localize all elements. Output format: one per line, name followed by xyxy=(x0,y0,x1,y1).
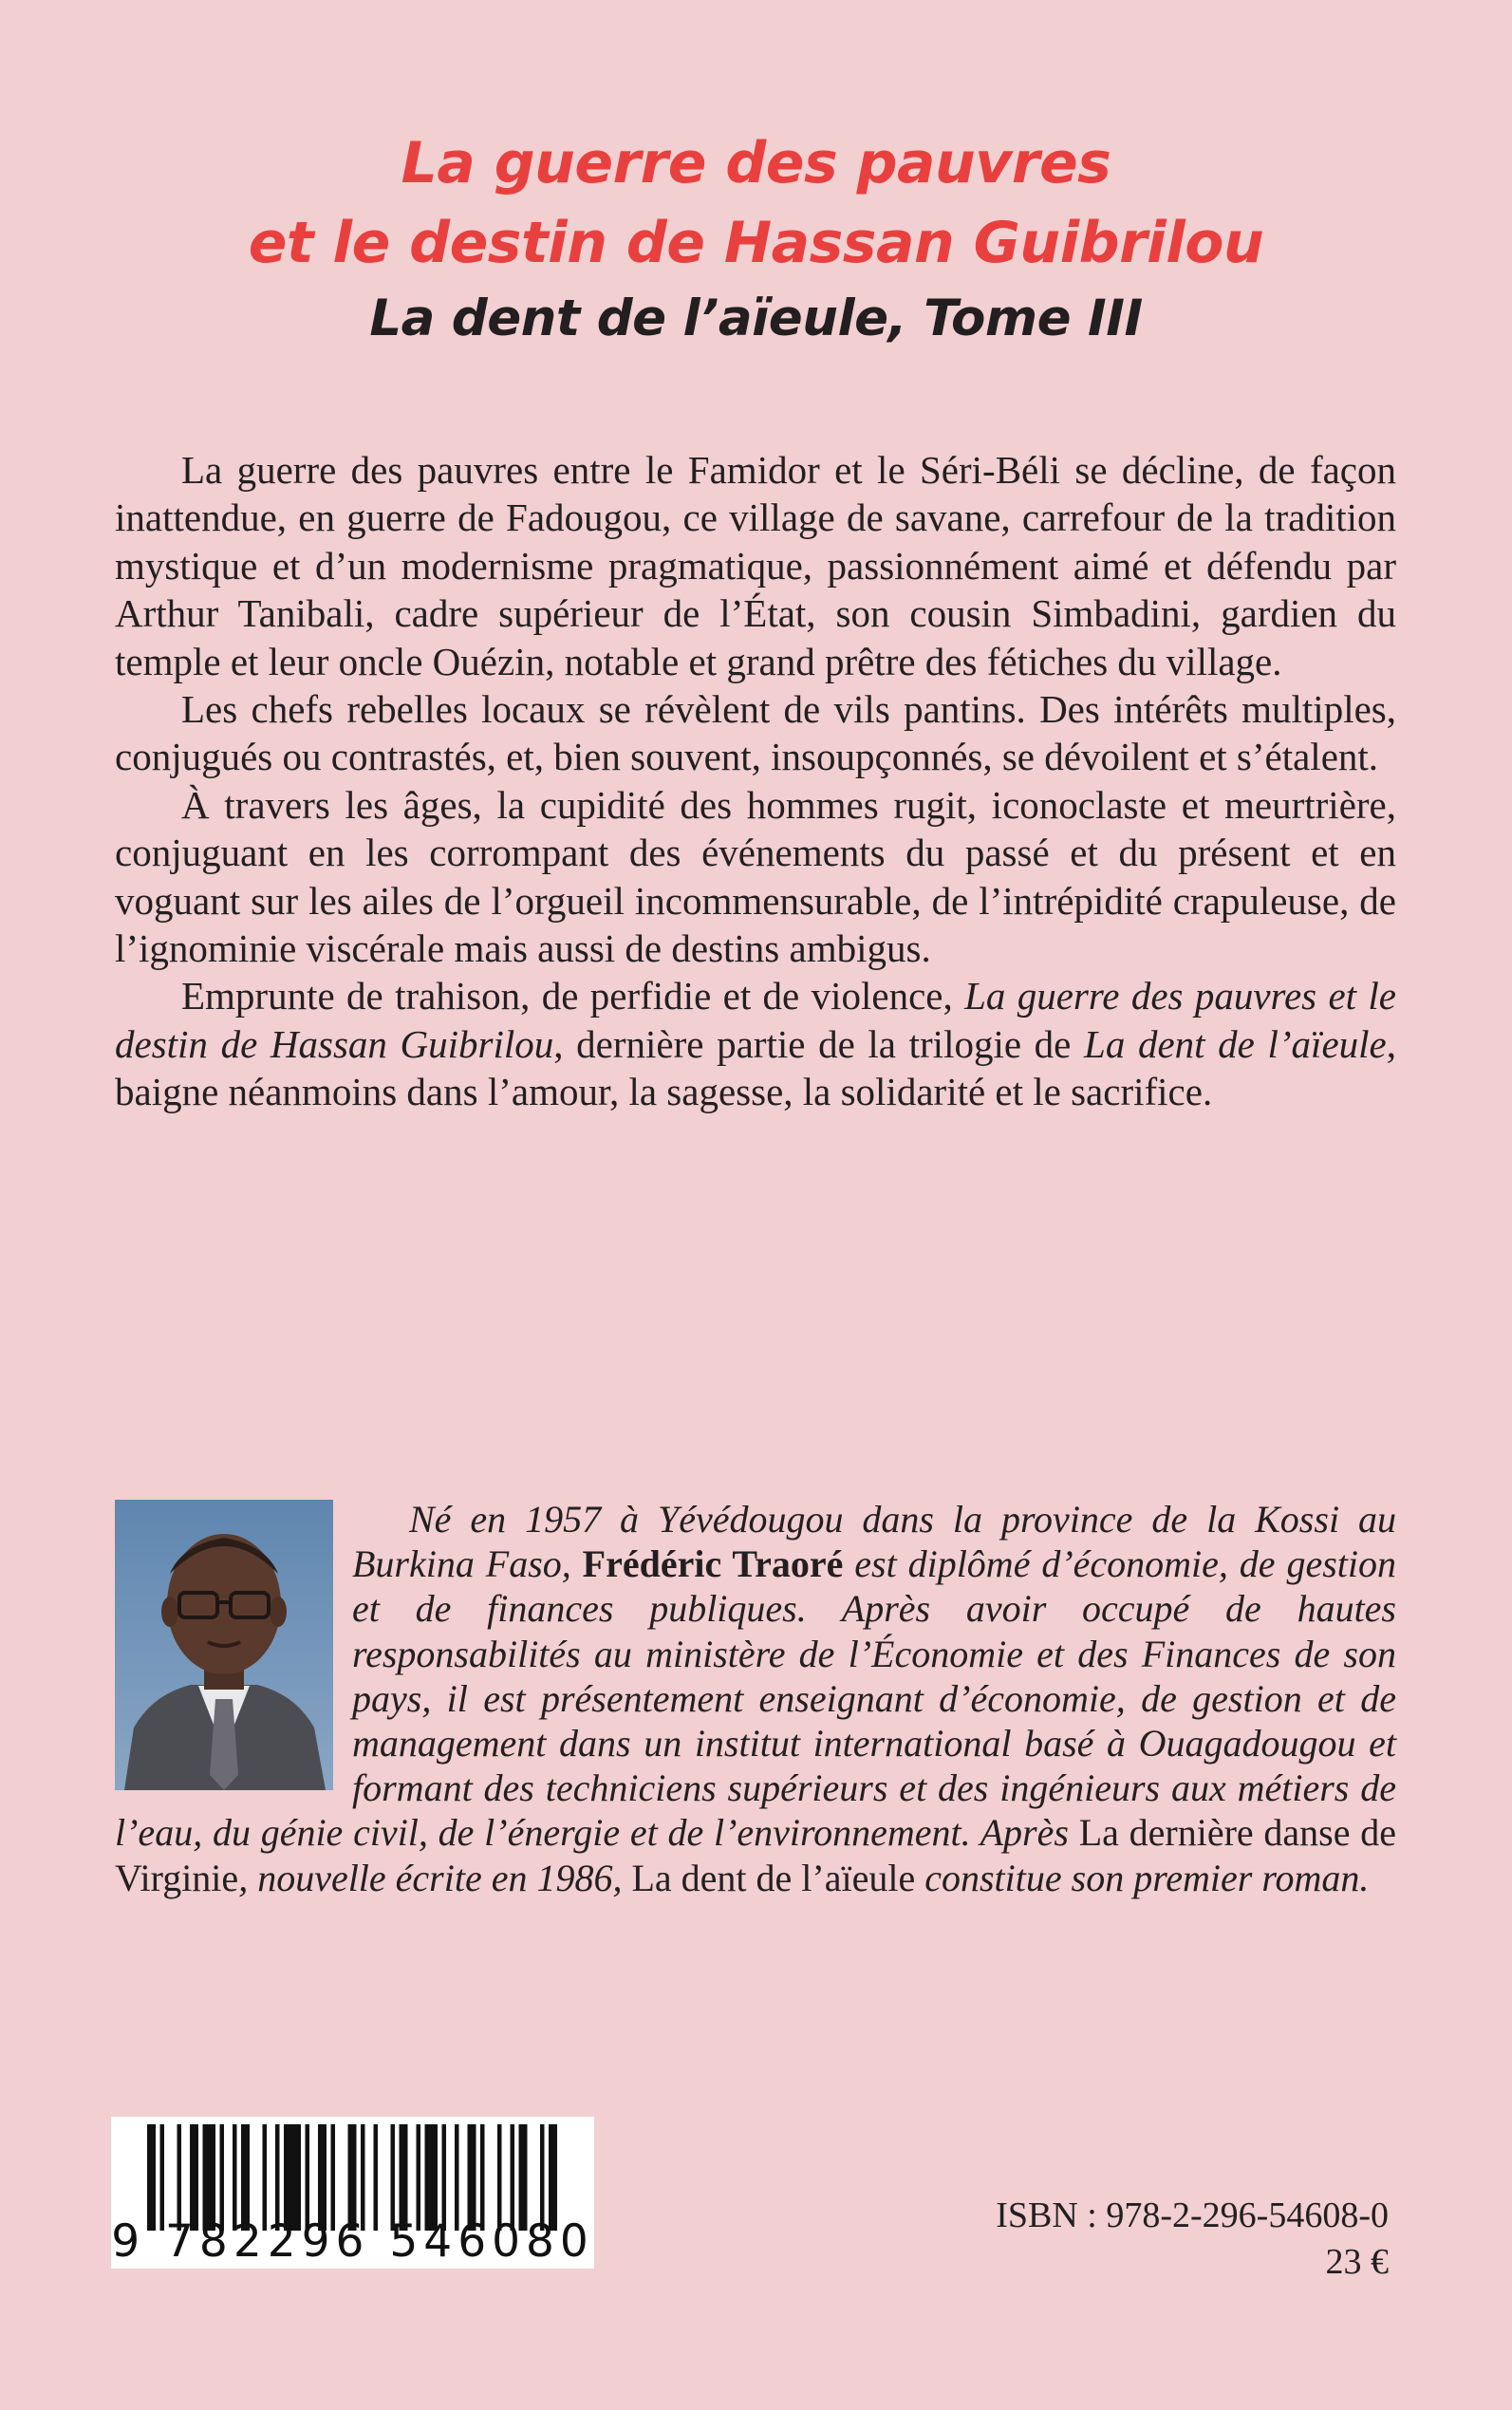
blurb-paragraph-4 xyxy=(115,972,1396,1115)
bio-text: , nouvelle écrite en 1986, xyxy=(238,1856,632,1899)
book-title-line-1: La guerre des pauvres xyxy=(401,130,1111,196)
blurb-paragraph-1: La guerre des pauvres entre le Famidor et le Séri-Béli se décline, de façon inattendue, en guerre de Fadougou, ce village de savane, carrefour de la tradition mystique et d’un modernisme pragmatique, passionnément aimé et défendu par Arthur Tanibali, cadre supérieur de l’État, son cousin Simbadini, gardien du temple et leur oncle Ouézin, notable et grand prêtre des fétiches du village. xyxy=(115,448,1396,683)
bio-text: est diplômé d’économie, de gestion et de finances publiques. Après avoir occupé de hautes responsabilités au ministère de l’Économie et des Finances de son pays, il est présentement enseignant d’économie, de gestion et de management dans un institut international basé à Ouagadougou et formant des techniciens supérieurs et des ingénieurs aux métiers de l’eau, du génie civil, de l’énergie et de l’environnement. Après xyxy=(115,1542,1396,1855)
book-title-line-2: et le destin de Hassan Guibrilou xyxy=(248,210,1264,276)
blurb-paragraph-3: À travers les âges, la cupidité des hommes rugit, iconoclaste et meurtrière, conjuguant en les corrompant des événements du passé et du présent et en voguant sur les ailes de l’orgueil incommensurable, de l’intrépidité crapuleuse, de l’ignominie viscérale mais aussi de destins ambigus. xyxy=(115,782,1396,971)
blurb-text: , dernière partie de la trilogie de xyxy=(553,1021,1085,1066)
book-title-reference: La dent de l’aïeule xyxy=(631,1856,916,1899)
author-biography xyxy=(115,1497,1396,1900)
book-title-reference: La dent de l’aïeule xyxy=(1084,1021,1387,1066)
book-subtitle: La dent de l’aïeule, Tome III xyxy=(369,290,1143,347)
barcode xyxy=(111,2117,594,2269)
book-title-reference: La dernière danse de Virginie xyxy=(115,1811,1396,1899)
blurb-text: Emprunte de trahison, de perfidie et de violence, xyxy=(181,974,965,1018)
bio-text: constitue son premier roman. xyxy=(915,1856,1370,1899)
blurb-paragraph-2: Les chefs rebelles locaux se révèlent de vils pantins. Des intérêts multiples, conjugués ou contrastés, et, bien souvent, insoupçonnés, se dévoilent et s’étalent. xyxy=(115,687,1396,779)
blurb-text: , baigne néanmoins dans l’amour, la sagesse, la solidarité et le sacrifice. xyxy=(115,1021,1396,1114)
author-name: Frédéric Traoré xyxy=(582,1542,844,1586)
book-title-reference: La guerre des pauvres et le destin de Hassan Guibrilou xyxy=(115,974,1396,1066)
price: 23 € xyxy=(1325,2242,1389,2282)
blurb xyxy=(115,446,1396,1116)
barcode-digits: 9 782296 546080 xyxy=(111,2215,594,2268)
bio-text: Né en 1957 à Yévédougou dans la province de la Kossi au Burkina Faso, xyxy=(352,1498,1396,1586)
title-block xyxy=(0,123,1512,355)
isbn-block xyxy=(996,2193,1389,2286)
isbn: ISBN : 978-2-296-54608-0 xyxy=(996,2195,1389,2235)
